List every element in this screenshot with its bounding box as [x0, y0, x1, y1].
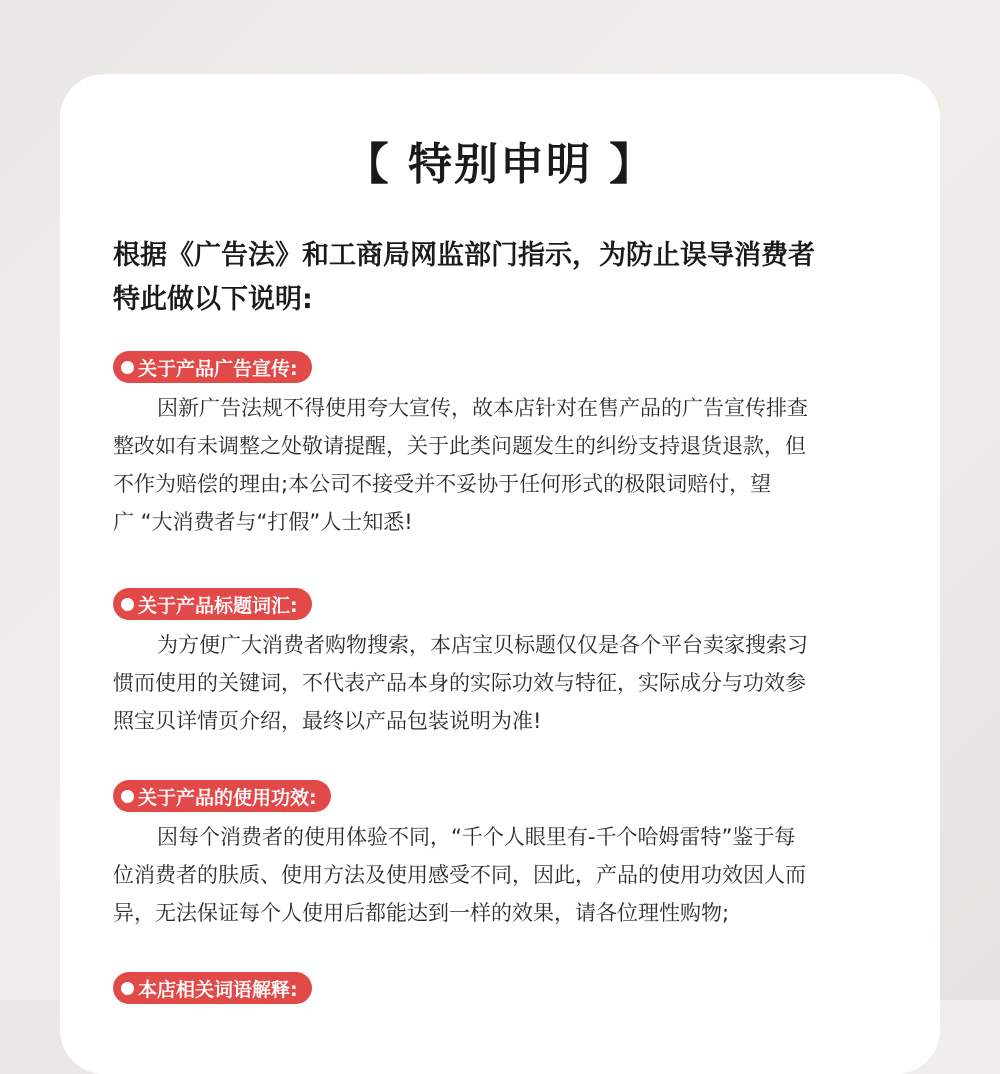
body-line: 整改如有未调整之处敬请提醒，关于此类问题发生的纠纷支持退货退款，但: [113, 434, 806, 458]
section-efficacy: [113, 780, 903, 932]
body-line: 惯而使用的关键词，不代表产品本身的实际功效与特征，实际成分与功效参: [113, 671, 806, 695]
body-line: 为方便广大消费者购物搜索，本店宝贝标题仅仅是各个平台卖家搜索习: [157, 633, 808, 657]
section-terms: [113, 972, 903, 1004]
section-heading-badge: [113, 351, 312, 383]
section-heading: 关于产品广告宣传:: [138, 357, 298, 380]
section-heading: 本店相关词语解释:: [138, 978, 298, 1001]
body-line: 照宝贝详情页介绍，最终以产品包装说明为准!: [113, 709, 542, 733]
body-line: 因每个消费者的使用体验不同，“千个人眼里有-千个哈姆雷特”鉴于每: [157, 825, 796, 849]
body-line: 位消费者的肤质、使用方法及使用感受不同，因此，产品的使用功效因人而: [113, 863, 806, 887]
section-heading-badge: [113, 972, 312, 1004]
section-heading-badge: [113, 780, 331, 812]
intro-text: [113, 234, 913, 322]
bullet-dot-icon: [121, 361, 134, 374]
section-title-words: [113, 588, 903, 740]
intro-line: 根据《广告法》和工商局网监部门指示，为防止误导消费者: [113, 240, 815, 271]
section-body: [113, 389, 903, 541]
body-line: 广 “大消费者与“打假”人士知悉!: [113, 510, 413, 534]
section-body: [113, 626, 903, 740]
section-advertising: [113, 351, 903, 541]
bullet-dot-icon: [121, 790, 134, 803]
body-line: 异，无法保证每个人使用后都能达到一样的效果，请各位理性购物;: [113, 901, 730, 925]
body-line: 因新广告法规不得使用夸大宣传，故本店针对在售产品的广告宣传排查: [157, 396, 808, 420]
page-title: 【 特别申明 】: [344, 139, 656, 190]
bullet-dot-icon: [121, 598, 134, 611]
body-line: 不作为赔偿的理由;本公司不接受并不妥协于任何形式的极限词赔付，望: [113, 472, 772, 496]
section-body: [113, 818, 903, 932]
bullet-dot-icon: [121, 982, 134, 995]
section-heading: 关于产品标题词汇:: [138, 594, 298, 617]
intro-line: 特此做以下说明:: [113, 284, 313, 315]
section-heading-badge: [113, 588, 312, 620]
section-heading: 关于产品的使用功效:: [138, 786, 317, 809]
